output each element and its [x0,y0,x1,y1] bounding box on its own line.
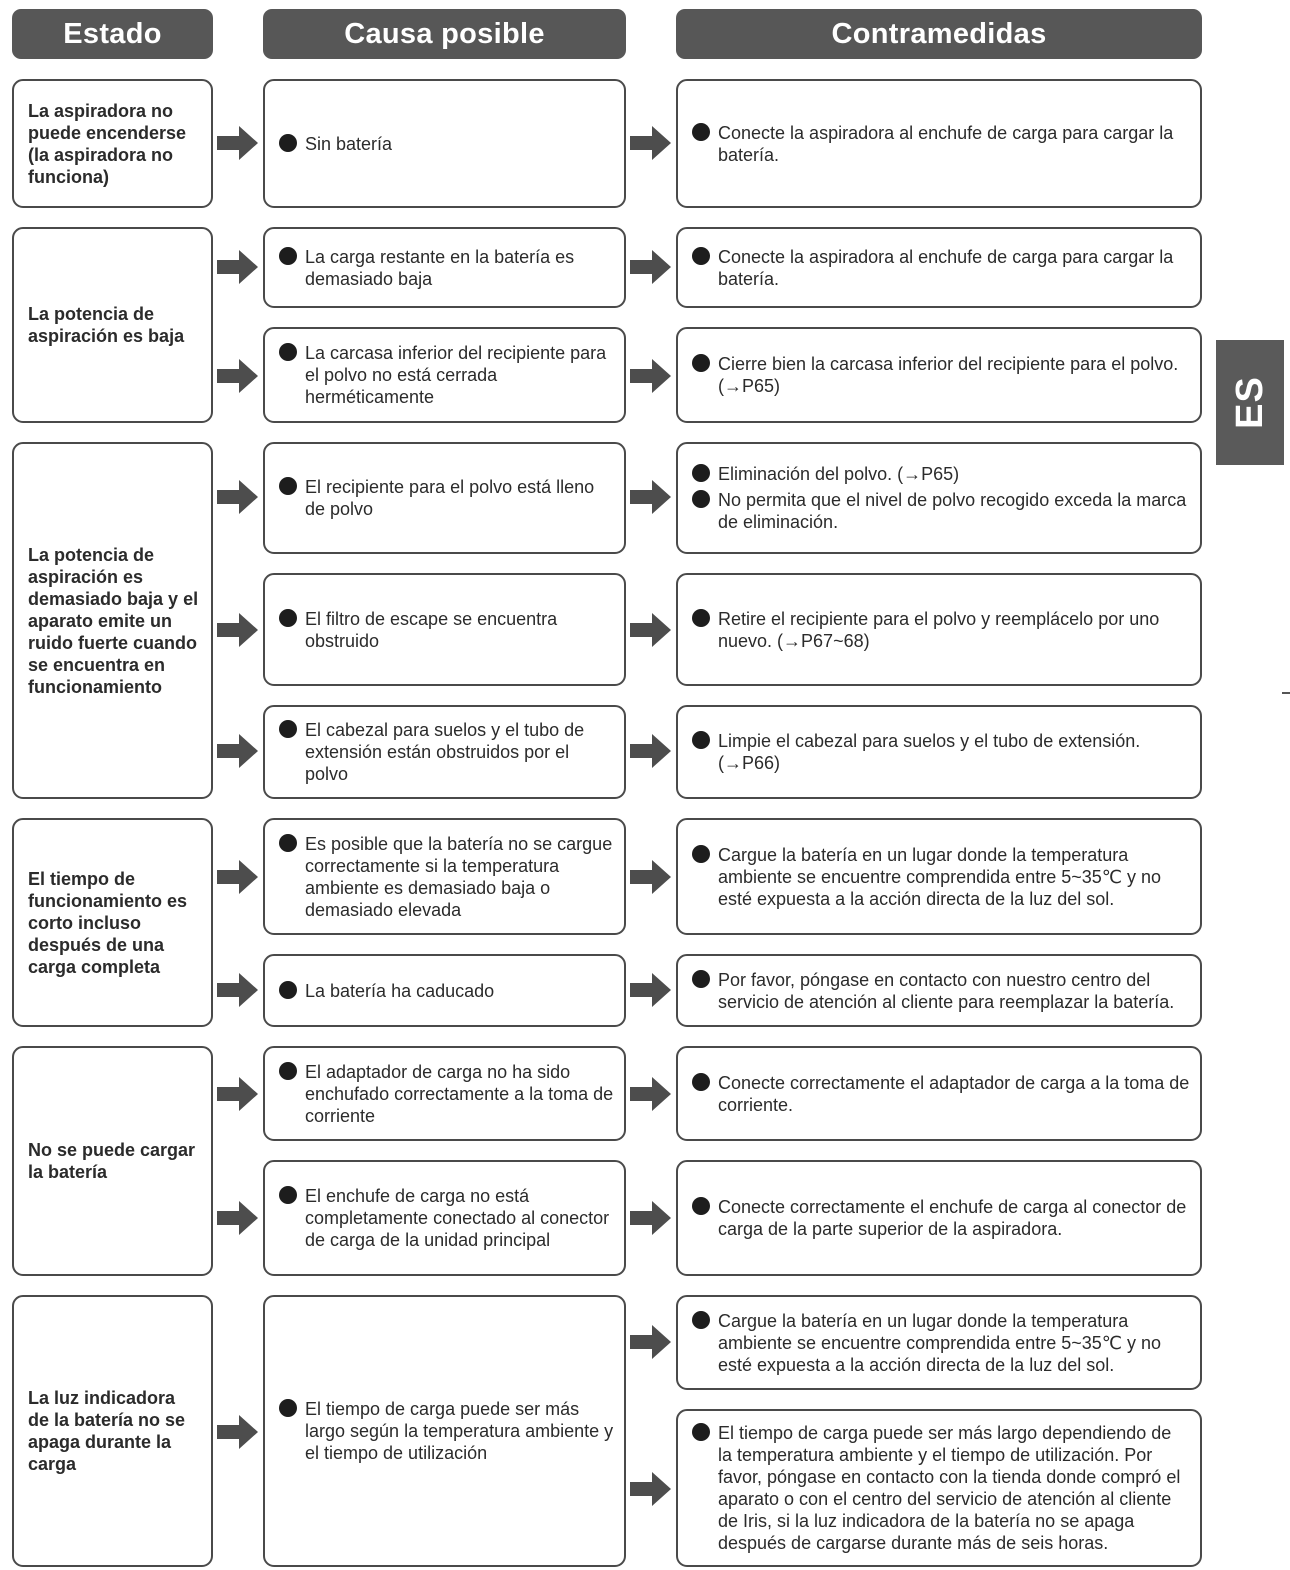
estado-cell [12,227,213,423]
header-contramedidas: Contramedidas [676,9,1202,59]
countermeasure-item [692,246,1190,290]
bullet-icon [279,1062,297,1080]
cause-item [279,133,614,155]
countermeasure-cell [676,818,1202,935]
bullet-icon [692,1311,710,1329]
estado-text: El tiempo de funcionamiento es corto incluso después de una carga completa [28,868,188,977]
cause-item [279,1061,614,1127]
bullet-icon [692,1423,710,1441]
countermeasure-item [692,844,1190,910]
countermeasure-item [692,463,1190,485]
arrow-icon [630,479,672,515]
countermeasure-cell [676,1295,1202,1390]
arrow-icon [217,479,259,515]
countermeasure-text: Conecte la aspiradora al enchufe de carga para cargar la batería. [718,122,1174,165]
cause-text: Sin batería [305,133,393,154]
cause-item [279,980,614,1002]
header-estado: Estado [12,9,213,59]
countermeasure-text: Conecte correctamente el enchufe de carga al conector de carga de la parte superior de la aspiradora. [718,1197,1187,1239]
cause-text: La batería ha caducado [305,980,495,1001]
estado-text: La potencia de aspiración es demasiado baja y el aparato emite un ruido fuerte cuando se encuentra en funcionamiento [28,544,199,697]
bullet-icon [279,981,297,999]
cause-cell [263,327,626,423]
countermeasure-text: Cierre bien la carcasa inferior del recipiente para el polvo. (→P65) [718,354,1179,396]
arrow-icon [630,612,672,648]
arrow-icon [630,1200,672,1236]
countermeasure-text: Conecte la aspiradora al enchufe de carga para cargar la batería. [718,246,1174,289]
countermeasure-cell [676,442,1202,554]
cause-cell [263,573,626,686]
countermeasure-item [692,608,1190,652]
countermeasure-item [692,489,1190,533]
cause-cell [263,705,626,799]
countermeasure-text: Cargue la batería en un lugar donde la temperatura ambiente se encuentre comprendida entre 5~35℃ y no esté expuesta a la acción directa de la luz del sol. [718,1310,1161,1375]
cause-text: El tiempo de carga puede ser más largo según la temperatura ambiente y el tiempo de utilización [305,1399,614,1463]
arrow-icon [217,972,259,1008]
bullet-icon [692,609,710,627]
arrow-icon [630,972,672,1008]
estado-text: No se puede cargar la batería [28,1140,196,1182]
countermeasure-text: Cargue la batería en un lugar donde la temperatura ambiente se encuentre comprendida entre 5~35℃ y no esté expuesta a la acción directa de la luz del sol. [718,844,1161,909]
bullet-icon [692,464,710,482]
cause-item [279,476,614,520]
bullet-icon [692,1197,710,1215]
countermeasure-text: No permita que el nivel de polvo recogido exceda la marca de eliminación. [718,490,1187,532]
countermeasure-item [692,1422,1190,1554]
cause-cell [263,1046,626,1141]
bullet-icon [279,1399,297,1417]
countermeasure-item [692,1196,1190,1240]
cause-cell [263,818,626,935]
arrow-icon [630,1324,672,1360]
estado-cell [12,79,213,208]
countermeasure-text: Conecte correctamente el adaptador de carga a la toma de corriente. [718,1072,1190,1115]
countermeasure-text: Por favor, póngase en contacto con nuestro centro del servicio de atención al cliente para reemplazar la batería. [718,969,1175,1012]
arrow-icon [217,125,259,161]
arrow-icon [217,358,259,394]
bullet-icon [692,123,710,141]
bullet-icon [279,134,297,152]
cause-text: El enchufe de carga no está completamente conectado al conector de carga de la unidad principal [305,1186,610,1250]
countermeasure-cell [676,1046,1202,1141]
cause-cell [263,227,626,308]
bullet-icon [692,845,710,863]
cause-item [279,342,614,408]
cause-text: El recipiente para el polvo está lleno de polvo [305,477,595,519]
countermeasure-text: Retire el recipiente para el polvo y reemplácelo por uno nuevo. (→P67~68) [718,608,1160,651]
language-tab-label: ES [1228,376,1271,429]
estado-text: La luz indicadora de la batería no se apaga durante la carga [28,1388,186,1474]
bullet-icon [279,1186,297,1204]
bullet-icon [692,1073,710,1091]
cause-cell [263,1160,626,1276]
arrow-icon [630,1076,672,1112]
arrow-icon [630,1471,672,1507]
estado-text: La potencia de aspiración es baja [28,304,185,346]
cause-text: El adaptador de carga no ha sido enchufado correctamente a la toma de corriente [305,1061,614,1126]
bullet-icon [692,354,710,372]
bullet-icon [692,247,710,265]
arrow-icon [630,733,672,769]
cause-item [279,1398,614,1464]
bullet-icon [692,490,710,508]
countermeasure-cell [676,327,1202,423]
countermeasure-cell [676,573,1202,686]
estado-cell [12,818,213,1027]
countermeasure-item [692,353,1190,397]
countermeasure-item [692,969,1190,1013]
cause-cell [263,442,626,554]
arrow-icon [630,358,672,394]
countermeasure-item [692,1310,1190,1376]
arrow-icon [630,249,672,285]
bullet-icon [279,834,297,852]
estado-cell [12,442,213,799]
language-tab [1216,340,1284,465]
arrow-icon [630,859,672,895]
arrow-icon [217,1076,259,1112]
countermeasure-cell [676,1160,1202,1276]
cause-text: El filtro de escape se encuentra obstruido [305,608,558,651]
page-edge-mark [1282,692,1290,694]
countermeasure-cell [676,954,1202,1027]
countermeasure-text: El tiempo de carga puede ser más largo dependiendo de la temperatura ambiente y el tiempo de utilización. Por favor, póngase en contacto con la tienda donde compró el aparato o con el centro del servicio de atención al cliente de Iris, si la luz indicadora de la batería no se apaga después de cargarse durante más de seis horas. [718,1423,1181,1553]
countermeasure-text: Limpie el cabezal para suelos y el tubo de extensión. (→P66) [718,731,1141,773]
cause-text: Es posible que la batería no se cargue correctamente si la temperatura ambiente es demasiado baja o demasiado elevada [305,833,613,920]
arrow-icon [630,125,672,161]
bullet-icon [279,609,297,627]
countermeasure-cell [676,79,1202,208]
bullet-icon [692,731,710,749]
header-causa-posible: Causa posible [263,9,626,59]
countermeasure-text: Eliminación del polvo. (→P65) [718,464,960,484]
cause-cell [263,954,626,1027]
countermeasure-cell [676,705,1202,799]
cause-item [279,719,614,785]
cause-cell [263,1295,626,1567]
bullet-icon [279,247,297,265]
bullet-icon [279,720,297,738]
countermeasure-cell [676,1409,1202,1567]
cause-item [279,608,614,652]
estado-cell [12,1295,213,1567]
bullet-icon [279,477,297,495]
cause-text: El cabezal para suelos y el tubo de extensión están obstruidos por el polvo [305,720,585,784]
cause-item [279,833,614,921]
cause-cell [263,79,626,208]
arrow-icon [217,612,259,648]
arrow-icon [217,733,259,769]
cause-text: La carga restante en la batería es demasiado baja [305,246,575,289]
estado-cell [12,1046,213,1276]
arrow-icon [217,249,259,285]
countermeasure-item [692,730,1190,774]
arrow-icon [217,1200,259,1236]
countermeasure-item [692,1072,1190,1116]
countermeasure-cell [676,227,1202,308]
bullet-icon [279,343,297,361]
bullet-icon [692,970,710,988]
arrow-icon [217,1414,259,1450]
countermeasure-item [692,122,1190,166]
cause-text: La carcasa inferior del recipiente para el polvo no está cerrada herméticamente [305,343,607,407]
cause-item [279,246,614,290]
cause-item [279,1185,614,1251]
estado-text: La aspiradora no puede encenderse (la aspiradora no funciona) [28,100,187,187]
arrow-icon [217,859,259,895]
